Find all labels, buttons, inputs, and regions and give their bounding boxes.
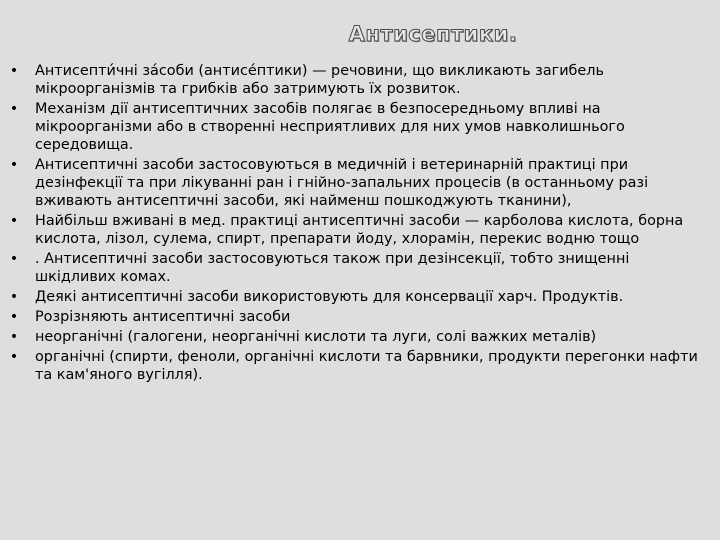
bullet-item: [8, 212, 706, 248]
bullet-text: Деякі антисептичні засоби використовують для консервації харч. Продуктів.: [35, 289, 624, 305]
bullet-text: Розрізняють антисептичні засоби: [35, 309, 291, 325]
slide-title: [0, 22, 720, 46]
bullet-icon: •: [9, 213, 19, 229]
bullet-icon: •: [9, 157, 19, 173]
bullet-item: [8, 288, 706, 306]
bullet-text: неорганічні (галогени, неорганічні кислоти та луги, солі важких металів): [35, 329, 597, 345]
bullet-item: [8, 308, 706, 326]
bullet-item: [8, 156, 706, 210]
bullet-icon: •: [9, 309, 19, 325]
bullet-text: Антисепти́чні за́соби (антисе́птики) — речовини, що викликають загибель мікроорганізмів та грибків або затримують їх розвиток.: [35, 63, 604, 97]
bullet-icon: •: [9, 289, 19, 305]
bullet-text: Антисептичні засоби застосовуються в медичній і ветеринарній практиці при дезінфекції та при лікуванні ран і гнійно-запальних процесів (в останньому разі вживають антисептичні засоби, які найменш пошкоджують тканини),: [35, 157, 649, 209]
bullet-item: [8, 348, 706, 384]
bullet-text: Механізм дії антисептичних засобів полягає в безпосередньому впливі на мікроорганізми або в створенні несприятливих для них умов навколишнього середовища.: [35, 101, 625, 153]
slide-title-text: Антисептики.: [348, 22, 518, 46]
bullet-icon: •: [9, 349, 19, 365]
bullet-item: [8, 62, 706, 98]
bullet-text: органічні (спирти, феноли, органічні кислоти та барвники, продукти перегонки нафти та кам'яного вугілля).: [35, 349, 698, 383]
bullet-item: [8, 100, 706, 154]
bullet-item: [8, 250, 706, 286]
bullet-text: Найбільш вживані в мед. практиці антисептичні засоби — карболова кислота, борна кислота, лізол, сулема, спирт, препарати йоду, хлорамін, перекис водню тощо: [35, 213, 684, 247]
bullet-list: [8, 62, 706, 386]
bullet-text: . Антисептичні засоби застосовуються також при дезінсекції, тобто знищенні шкідливих комах.: [35, 251, 630, 285]
bullet-icon: •: [9, 101, 19, 117]
bullet-icon: •: [9, 329, 19, 345]
bullet-icon: •: [9, 251, 19, 267]
bullet-icon: •: [9, 63, 19, 79]
bullet-item: [8, 328, 706, 346]
